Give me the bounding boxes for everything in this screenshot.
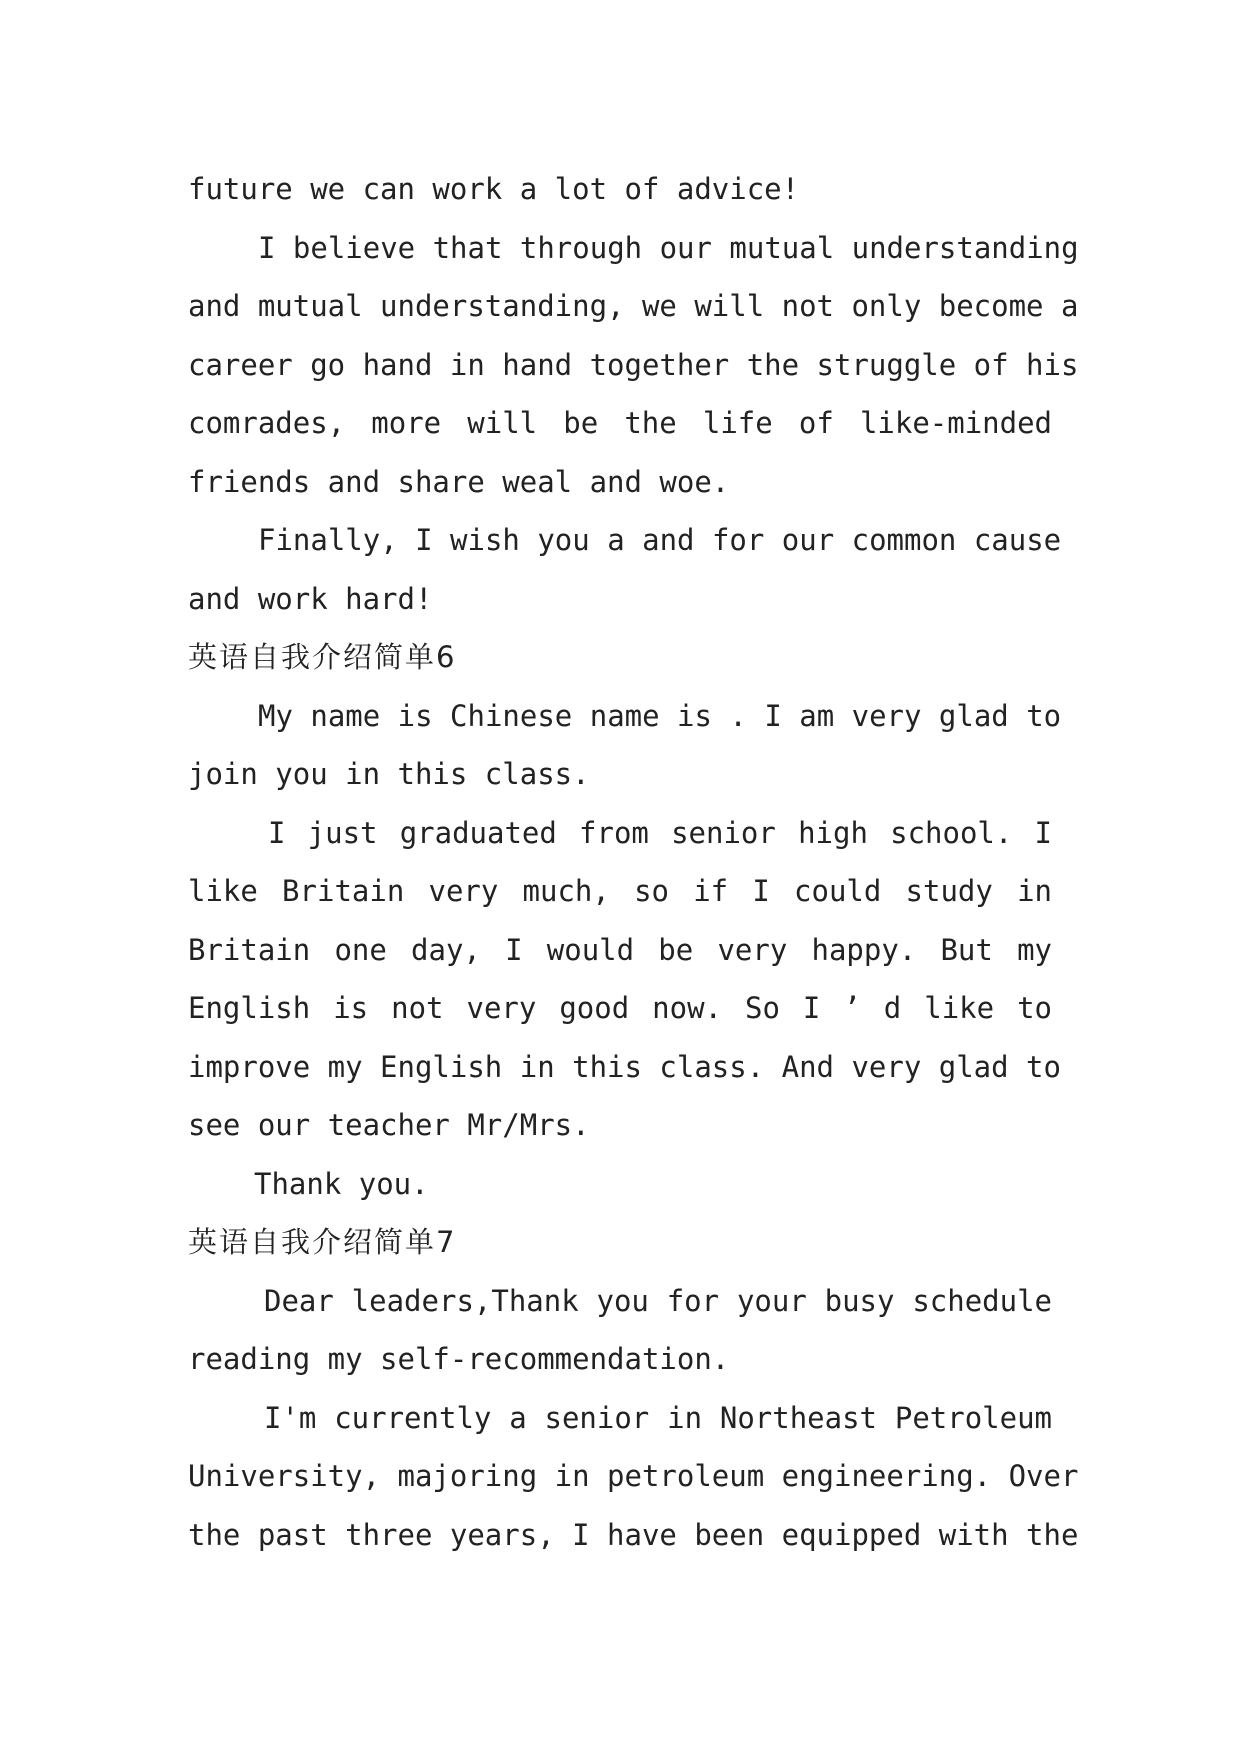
text-line: friends and share weal and woe.	[188, 464, 730, 499]
paragraph-first-line: Finally, I wish you a and for our common cause	[258, 523, 1062, 557]
paragraph-first-line: My name is Chinese name is . I am very glad to	[258, 698, 1062, 733]
paragraph-first-line: I believe that through our mutual understanding	[258, 230, 1079, 265]
section-heading-6: 英语自我介绍简单6	[188, 640, 457, 674]
text-line: career go hand in hand together the struggle of his	[188, 347, 1079, 382]
document-body	[188, 160, 1079, 1564]
text-line: the past three years, I have been equipped with the	[188, 1517, 1079, 1552]
text-line: English is not very good now. So I ’ d like to	[188, 991, 1052, 1025]
paragraph-first-line: Thank you.	[254, 1166, 429, 1201]
text-line: Britain one day, I would be very happy. But my	[188, 932, 1052, 967]
text-line: reading my self-recommendation.	[188, 1342, 730, 1376]
paragraph-first-line: I just graduated from senior high school. I	[268, 815, 1052, 850]
text-line: and work hard!	[188, 581, 433, 616]
text-line: like Britain very much, so if I could study in	[188, 874, 1052, 908]
text-line: see our teacher Mr/Mrs.	[188, 1108, 590, 1142]
text-line: join you in this class.	[188, 757, 590, 791]
text-line: future we can work a lot of advice!	[188, 172, 800, 206]
text-line: improve my English in this class. And very glad to	[188, 1049, 1061, 1084]
text-line: and mutual understanding, we will not only become a	[188, 289, 1079, 323]
section-heading-7: 英语自我介绍简单7	[188, 1225, 457, 1259]
paragraph-first-line: I'm currently a senior in Northeast Petroleum	[264, 1400, 1052, 1435]
paragraph-first-line: Dear leaders,Thank you for your busy schedule	[264, 1283, 1052, 1318]
text-line: University, majoring in petroleum engineering. Over	[188, 1459, 1079, 1493]
text-line: comrades, more will be the life of like-minded	[188, 406, 1052, 440]
